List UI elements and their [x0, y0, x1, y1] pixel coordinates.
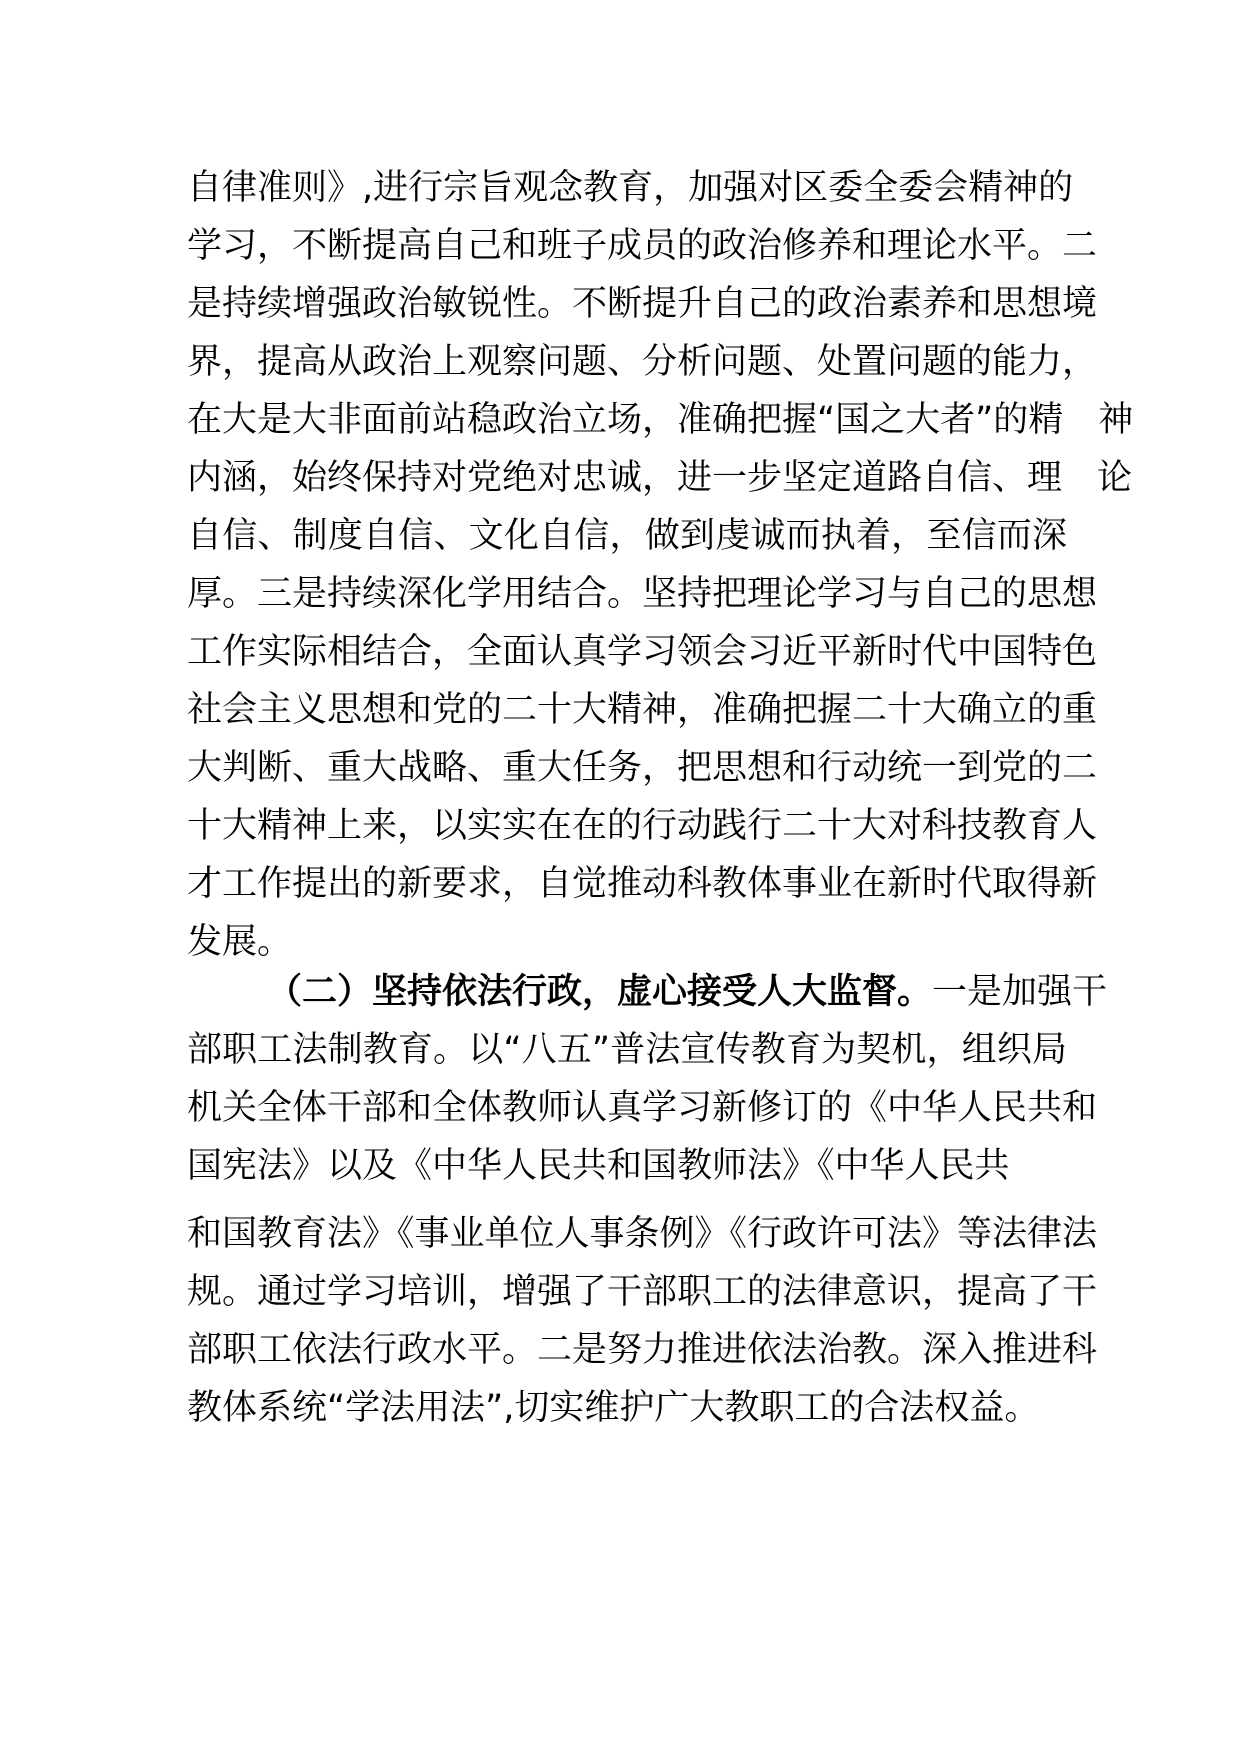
paragraph-line: 学习，不断提高自己和班子成员的政治修养和理论水平。二	[187, 226, 1098, 266]
paragraph-line: 工作实际相结合，全面认真学习领会习近平新时代中国特色	[187, 632, 1098, 672]
paragraph-line: 部职工依法行政水平。二是努力推进依法治教。深入推进科	[187, 1330, 1098, 1370]
paragraph-line: 大判断、重大战略、重大任务，把思想和行动统一到党的二	[187, 748, 1098, 788]
section-two	[187, 963, 1108, 1437]
paragraph-line: 界，提高从政治上观察问题、分析问题、处置问题的能力，	[187, 342, 1098, 382]
paragraph-line: 和国教育法》《事业单位人事条例》《行政许可法》等法律法	[187, 1214, 1098, 1254]
paragraph-line: 部职工法制教育。以“八五”普法宣传教育为契机，组织局	[187, 1030, 1067, 1070]
paragraph-line: 厚。三是持续深化学用结合。坚持把理论学习与自己的思想	[187, 574, 1098, 614]
paragraph-line: 才工作提出的新要求，自觉推动科教体事业在新时代取得新	[187, 864, 1098, 904]
paragraph-line: 教体系统“学法用法”,切实维护广大教职工的合法权益。	[187, 1388, 1040, 1428]
paragraph-line: 在大是大非面前站稳政治立场，准确把握“国之大者”的精 神	[187, 400, 1134, 440]
paragraph-line: 规。通过学习培训，增强了干部职工的法律意识，提高了干	[187, 1272, 1098, 1312]
paragraph-line: 国宪法》以及《中华人民共和国教师法》《中华人民共	[187, 1146, 1010, 1186]
paragraph-line: 自信、制度自信、文化自信，做到虔诚而执着，至信而深	[187, 516, 1067, 556]
paragraph-continued	[187, 159, 1134, 971]
paragraph-line: 机关全体干部和全体教师认真学习新修订的《中华人民共和	[187, 1088, 1098, 1128]
section-heading-line	[187, 963, 1108, 1021]
paragraph-line: 十大精神上来，以实实在在的行动践行二十大对科技教育人	[187, 806, 1098, 846]
paragraph-line: 是持续增强政治敏锐性。不断提升自己的政治素养和思想境	[187, 284, 1098, 324]
paragraph-line: 内涵，始终保持对党绝对忠诚，进一步坚定道路自信、理 论	[187, 458, 1133, 498]
paragraph-line: 自律准则》,进行宗旨观念教育，加强对区委全委会精神的	[187, 168, 1074, 208]
section-heading-continuation: 一是加强干	[932, 972, 1108, 1012]
paragraph-line: 社会主义思想和党的二十大精神，准确把握二十大确立的重	[187, 690, 1098, 730]
section-heading: （二）坚持依法行政，虚心接受人大监督。	[267, 972, 933, 1012]
paragraph-line: 发展。	[187, 922, 293, 962]
